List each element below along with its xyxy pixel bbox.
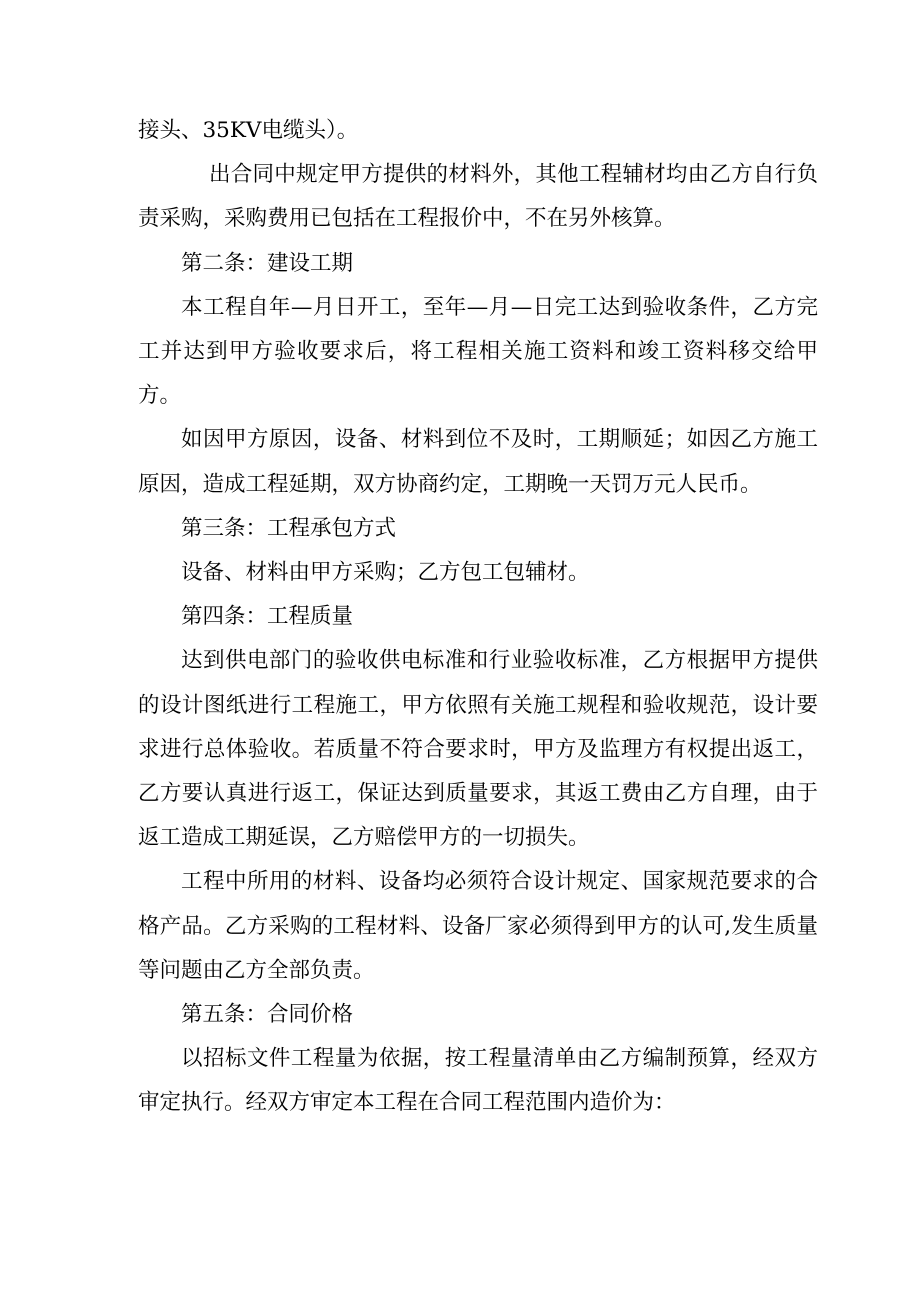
heading-article-5: 第五条：合同价格 [181, 1002, 354, 1028]
paragraph-contracting-method: 设备、材料由甲方采购；乙方包工包辅材。 [181, 560, 590, 586]
paragraph-materials-procurement: 出合同中规定甲方提供的材料外，其他工程辅材均由乙方自行负责采购，采购费用已包括在工程报价中，不在另外核算。 [138, 162, 818, 232]
heading-article-4: 第四条：工程质量 [181, 604, 354, 630]
paragraph-material-quality: 工程中所用的材料、设备均必须符合设计规定、国家规范要求的合格产品。乙方采购的工程材料、设备厂家必须得到甲方的认可,发生质量等问题由乙方全部负责。 [138, 869, 818, 983]
paragraph-cable-head: 接头、35KV电缆头）。 [138, 118, 359, 143]
paragraph-quality-acceptance: 达到供电部门的验收供电标准和行业验收标准，乙方根据甲方提供的设计图纸进行工程施工，甲方依照有关施工规程和验收规范，设计要求进行总体验收。若质量不符合要求时，甲方及监理方有权提出返工，乙方要认真进行返工，保证达到质量要求，其返工费由乙方自理，由于返工造成工期延误，乙方赔偿甲方的一切损失。 [138, 648, 818, 851]
paragraph-contract-price: 以招标文件工程量为依据，按工程量清单由乙方编制预算，经双方审定执行。经双方审定本工程在合同工程范围内造价为： [138, 1046, 818, 1116]
heading-article-2: 第二条：建设工期 [181, 250, 354, 276]
paragraph-delay-terms: 如因甲方原因，设备、材料到位不及时，工期顺延；如因乙方施工原因，造成工程延期，双方协商约定，工期晚一天罚万元人民币。 [138, 427, 818, 497]
paragraph-construction-period: 本工程自年—月日开工，至年—月—日完工达到验收条件，乙方完工并达到甲方验收要求后，将工程相关施工资料和竣工资料移交给甲方。 [138, 294, 818, 409]
heading-article-3: 第三条：工程承包方式 [181, 515, 397, 541]
document-body [138, 109, 818, 1126]
